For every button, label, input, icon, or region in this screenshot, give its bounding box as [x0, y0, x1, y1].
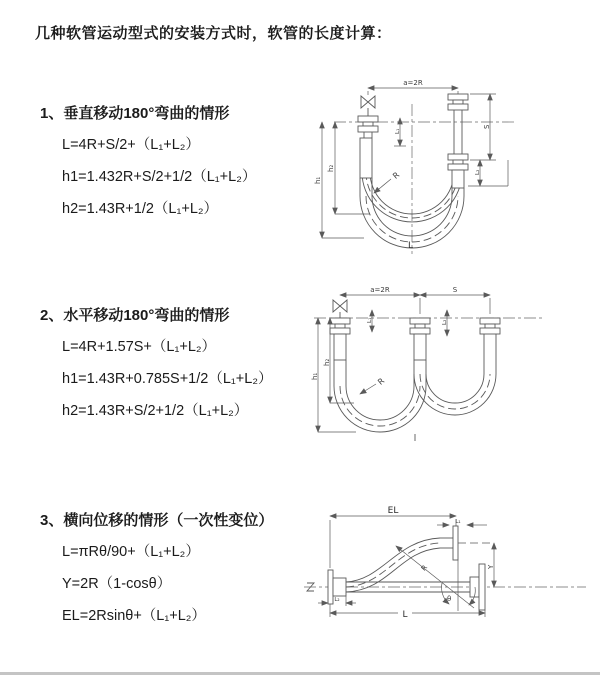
section-1-formula-h1: h1=1.432R+S/2+1/2（L₁+L₂）	[62, 169, 257, 185]
dim-s-label: S	[483, 124, 491, 129]
dim-l-label: L	[402, 610, 408, 620]
left-fitting	[330, 300, 350, 360]
section-2-formula-h1: h1=1.43R+0.785S+1/2（L₁+L₂）	[62, 371, 273, 387]
dim-h1-label: h₁	[314, 176, 322, 184]
section-1	[40, 102, 256, 225]
dimensions	[318, 506, 495, 620]
section-3-heading: 3、横向位移的情形（一次性变位）	[40, 512, 274, 529]
dimensions	[314, 79, 508, 251]
section-2-heading: 2、水平移动180°弯曲的情形	[40, 307, 230, 324]
diagram-horizontal-180-bend	[306, 286, 596, 456]
angle-construction	[396, 546, 475, 608]
diagram-lateral-displacement	[298, 498, 593, 653]
middle-fitting	[410, 318, 430, 360]
dim-el-label: EL	[387, 506, 399, 516]
length-label: L	[408, 241, 414, 251]
dim-y-label: Y	[487, 564, 495, 569]
dim-h2-label: h₂	[327, 164, 335, 172]
valve-icon	[333, 300, 347, 312]
section-2	[40, 304, 272, 427]
radius-label: R	[419, 563, 430, 573]
valve-icon	[361, 96, 375, 108]
dim-l2-label: L₂	[475, 169, 481, 175]
radius-label: R	[391, 170, 402, 181]
section-3-formula-L: L=πRθ/90+（L₁+L₂）	[62, 544, 200, 560]
hose-body	[346, 538, 470, 592]
hose-arcs	[334, 360, 496, 441]
dim-l1-label: L₁	[395, 128, 401, 134]
page-title: 几种软管运动型式的安装方式时，软管的长度计算：	[35, 25, 392, 42]
section-1-formula-L: L=4R+S/2+（L₁+L₂）	[62, 137, 200, 153]
section-3-formula-Y: Y=2R（1-cosθ）	[62, 576, 172, 592]
theta-label: θ	[447, 595, 452, 603]
dim-h1-label: h₁	[311, 372, 319, 380]
dim-s-label: S	[452, 286, 458, 294]
dim-a-label: a=2R	[403, 79, 423, 87]
section-3	[40, 509, 273, 632]
right-flange-fitting	[470, 564, 485, 610]
section-2-formula-h2: h2=1.43R+S/2+1/2（L₁+L₂）	[62, 403, 249, 419]
dim-a-label: a=2R	[370, 286, 390, 294]
left-riser	[358, 96, 378, 196]
section-2-formula-L: L=4R+1.57S+（L₁+L₂）	[62, 339, 217, 355]
dim-h2-label: h₂	[323, 358, 331, 366]
section-3-formula-EL: EL=2Rsinθ+（L₁+L₂）	[62, 608, 206, 624]
dim-l1-label: L₁	[367, 317, 373, 323]
section-1-heading: 1、垂直移动180°弯曲的情形	[40, 105, 230, 122]
dim-l1-label: L₁	[455, 519, 461, 525]
right-riser	[448, 94, 468, 196]
radius-label: R	[376, 376, 387, 387]
dim-l2-label: L₂	[442, 319, 448, 325]
diagram-vertical-180-bend	[306, 74, 576, 259]
section-1-formula-h2: h2=1.43R+1/2（L₁+L₂）	[62, 201, 219, 217]
right-fitting	[480, 318, 500, 374]
dim-l2-label: L₂	[334, 597, 340, 603]
